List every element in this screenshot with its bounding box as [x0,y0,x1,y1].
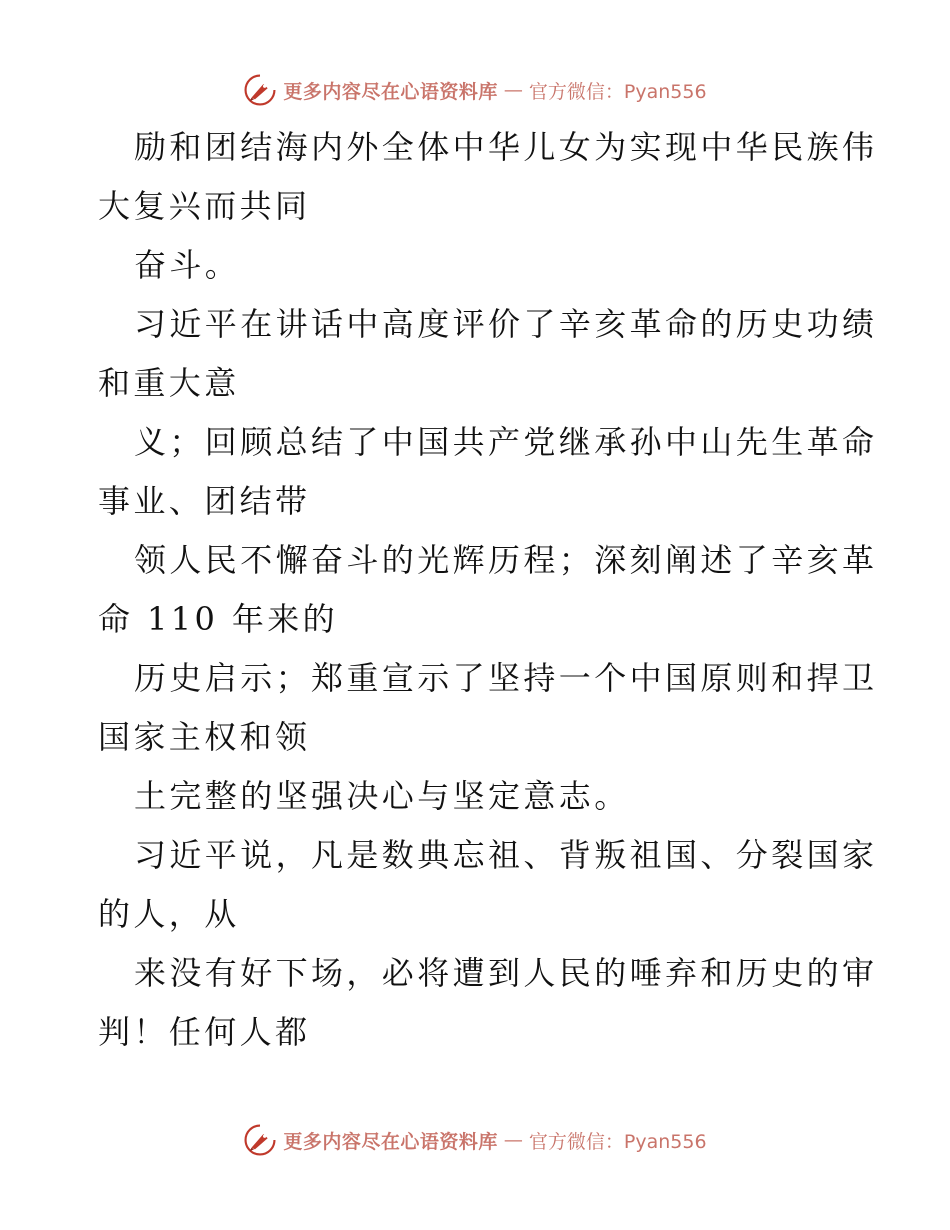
footer-watermark [0,1120,950,1160]
watermark-account: 官方微信：Pyan556 [528,1130,707,1153]
watermark-separator: — [503,79,523,101]
text-line: 习近平说，凡是数典忘祖、背叛祖国、分裂国家 [134,836,878,874]
header-watermark [0,70,950,110]
text-line: 习近平在讲话中高度评价了辛亥革命的历史功绩 [134,305,878,343]
text-line: 来没有好下场，必将遭到人民的唾弃和历史的审 [134,954,878,992]
text-line: 土完整的坚强决心与坚定意志。 [134,777,630,815]
watermark-brand: 更多内容尽在心语资料库 [283,80,498,103]
text-line: 命 110 年来的 [98,600,339,638]
text-line: 判！任何人都 [98,1013,311,1051]
text-line: 奋斗。 [134,246,241,284]
text-line: 励和团结海内外全体中华儿女为实现中华民族伟 [134,128,878,166]
pen-nib-logo-icon [243,1123,277,1157]
watermark-separator: — [503,1129,523,1151]
text-line: 大复兴而共同 [98,187,311,225]
text-line: 事业、团结带 [98,482,311,520]
watermark-account: 官方微信：Pyan556 [528,80,707,103]
text-line: 国家主权和领 [98,718,311,756]
watermark-brand: 更多内容尽在心语资料库 [283,1130,498,1153]
document-body [98,118,878,1062]
text-line: 领人民不懈奋斗的光辉历程；深刻阐述了辛亥革 [134,541,878,579]
pen-nib-logo-icon [243,73,277,107]
text-line: 的人，从 [98,895,240,933]
text-line: 义；回顾总结了中国共产党继承孙中山先生革命 [134,423,878,461]
text-line: 历史启示；郑重宣示了坚持一个中国原则和捍卫 [134,659,878,697]
text-line: 和重大意 [98,364,240,402]
